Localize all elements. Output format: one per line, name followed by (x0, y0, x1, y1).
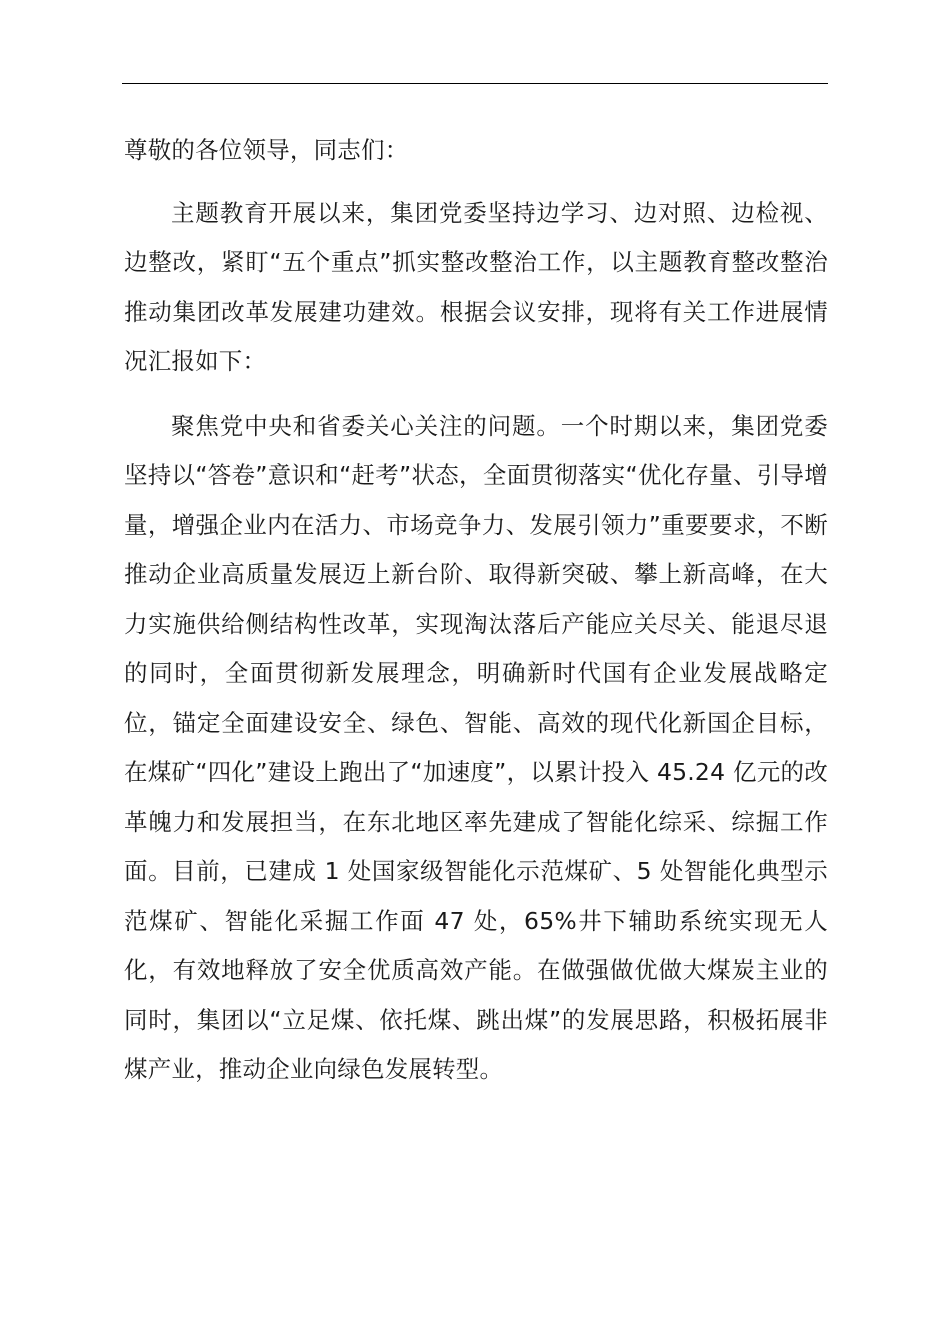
paragraph-focus: 聚焦党中央和省委关心关注的问题。一个时期以来，集团党委坚持以“答卷”意识和“赶考”状态，全面贯彻落实“优化存量、引导增量，增强企业内在活力、市场竞争力、发展引领力”重要要求，不断推动企业高质量发展迈上新台阶、取得新突破、攀上新高峰，在大力实施供给侧结构性改革，实现淘汰落后产能应关尽关、能退尽退的同时，全面贯彻新发展理念，明确新时代国有企业发展战略定位，锚定全面建设安全、绿色、智能、高效的现代化新国企目标，在煤矿“四化”建设上跑出了“加速度”，以累计投入 45.24 亿元的改革魄力和发展担当，在东北地区率先建成了智能化综采、综掘工作面。目前，已建成 1 处国家级智能化示范煤矿、5 处智能化典型示范煤矿、智能化采掘工作面 47 处，65%井下辅助系统实现无人化，有效地释放了安全优质高效产能。在做强做优做大煤炭主业的同时，集团以“立足煤、依托煤、跳出煤”的发展思路，积极拓展非煤产业，推动企业向绿色发展转型。 (124, 411, 828, 1083)
paragraph-intro: 主题教育开展以来，集团党委坚持边学习、边对照、边检视、边整改，紧盯“五个重点”抓实整改整治工作，以主题教育整改整治推动集团改革发展建功建效。根据会议安排，现将有关工作进展情况汇报如下： (124, 198, 828, 375)
greeting: 尊敬的各位领导，同志们： (124, 136, 409, 164)
header-rule (122, 83, 828, 84)
document-body (124, 126, 828, 1095)
